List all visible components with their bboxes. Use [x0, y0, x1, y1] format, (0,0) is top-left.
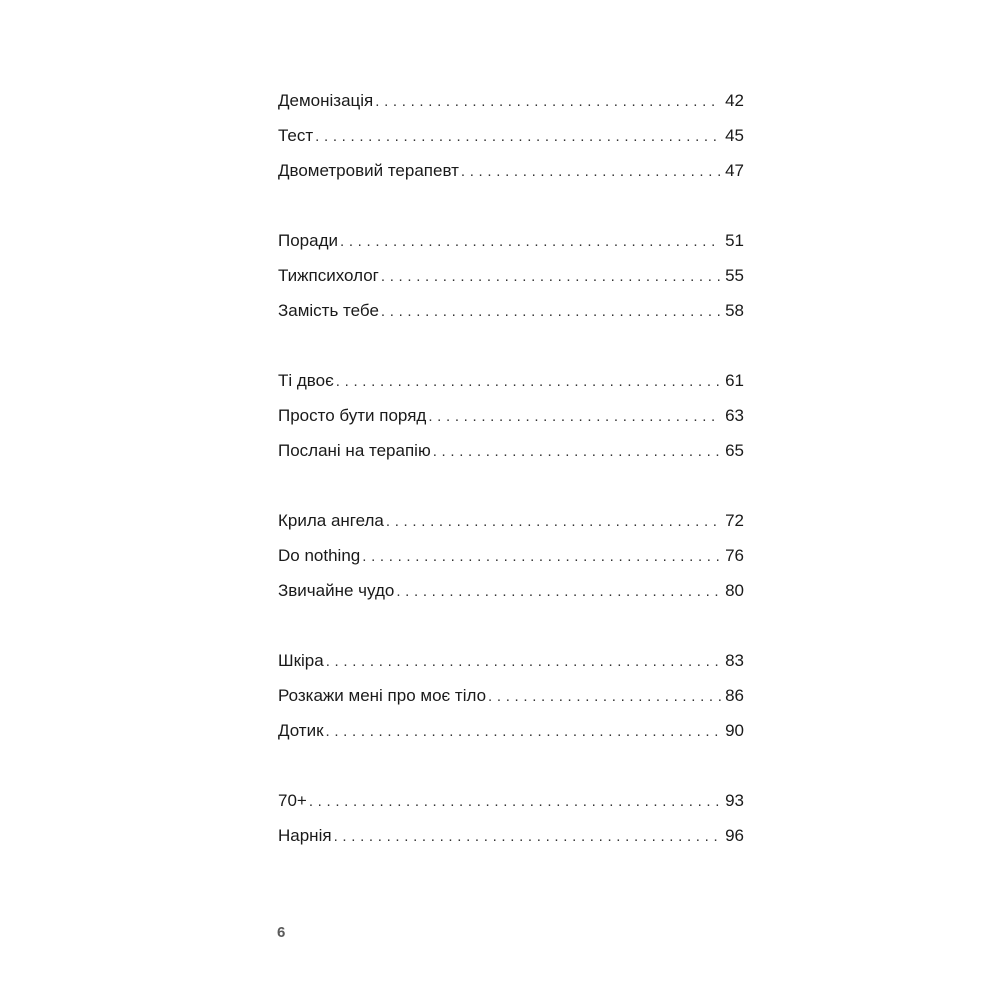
- dot-leader: [461, 154, 721, 189]
- dot-leader: [428, 399, 721, 434]
- dot-leader: [381, 294, 721, 329]
- toc-entry: [278, 118, 744, 153]
- toc-entry-title: Демонізація: [278, 91, 374, 110]
- toc-entry-title: Двометровий терапевт: [278, 161, 459, 180]
- toc-entry-page: 42: [725, 91, 744, 110]
- toc-entry-title: Поради: [278, 231, 338, 250]
- toc-entry-title: Тест: [278, 126, 314, 145]
- toc-entry-title: Дотик: [278, 721, 324, 740]
- toc-entry: [278, 573, 744, 608]
- dot-leader: [362, 539, 721, 574]
- page-number: 6: [277, 924, 286, 941]
- toc-entry-title: Нарнія: [278, 826, 332, 845]
- dot-leader: [396, 574, 721, 609]
- toc-entry-title: Ті двоє: [278, 371, 334, 390]
- toc-entry-title: Просто бути поряд: [278, 406, 427, 425]
- toc-entry: [278, 678, 744, 713]
- toc-entry: [278, 293, 744, 328]
- toc-entry-page: 86: [725, 686, 744, 705]
- toc-entry-title: Шкіра: [278, 651, 324, 670]
- toc-entry-title: Замість тебе: [278, 301, 379, 320]
- toc-entry-page: 55: [725, 266, 744, 285]
- table-of-contents: [278, 83, 744, 888]
- dot-leader: [326, 644, 721, 679]
- toc-group: [278, 83, 744, 188]
- toc-group: [278, 643, 744, 748]
- toc-entry: [278, 153, 744, 188]
- dot-leader: [381, 259, 721, 294]
- toc-entry-page: 51: [725, 231, 744, 250]
- toc-entry: [278, 783, 744, 818]
- toc-group: [278, 363, 744, 468]
- toc-entry-page: 96: [725, 826, 744, 845]
- dot-leader: [334, 819, 722, 854]
- toc-entry-title: Розкажи мені про моє тіло: [278, 686, 487, 705]
- toc-entry-page: 63: [725, 406, 744, 425]
- toc-entry-page: 76: [725, 546, 744, 565]
- toc-entry-title: Послані на терапію: [278, 441, 431, 460]
- toc-entry-page: 47: [725, 161, 744, 180]
- toc-entry: [278, 398, 744, 433]
- dot-leader: [315, 119, 721, 154]
- toc-entry-page: 80: [725, 581, 744, 600]
- toc-entry: [278, 83, 744, 118]
- dot-leader: [488, 679, 721, 714]
- toc-entry-title: Звичайне чудо: [278, 581, 395, 600]
- toc-entry-page: 58: [725, 301, 744, 320]
- toc-entry-page: 45: [725, 126, 744, 145]
- toc-group: [278, 783, 744, 853]
- dot-leader: [326, 714, 722, 749]
- toc-entry-title: 70+: [278, 791, 307, 810]
- toc-entry: [278, 433, 744, 468]
- toc-entry: [278, 503, 744, 538]
- dot-leader: [386, 504, 721, 539]
- dot-leader: [309, 784, 721, 819]
- dot-leader: [375, 84, 721, 119]
- dot-leader: [340, 224, 721, 259]
- toc-entry: [278, 258, 744, 293]
- toc-entry-page: 93: [725, 791, 744, 810]
- toc-group: [278, 223, 744, 328]
- toc-entry: [278, 223, 744, 258]
- toc-entry-title: Do nothing: [278, 546, 361, 565]
- toc-entry-page: 90: [725, 721, 744, 740]
- toc-entry-title: Тижпсихолог: [278, 266, 379, 285]
- toc-entry-page: 72: [725, 511, 744, 530]
- toc-entry: [278, 538, 744, 573]
- toc-entry-title: Крила ангела: [278, 511, 384, 530]
- toc-entry-page: 61: [725, 371, 744, 390]
- toc-entry: [278, 363, 744, 398]
- toc-entry: [278, 818, 744, 853]
- dot-leader: [433, 434, 721, 469]
- toc-entry: [278, 713, 744, 748]
- toc-entry: [278, 643, 744, 678]
- dot-leader: [336, 364, 721, 399]
- toc-entry-page: 65: [725, 441, 744, 460]
- toc-entry-page: 83: [725, 651, 744, 670]
- toc-group: [278, 503, 744, 608]
